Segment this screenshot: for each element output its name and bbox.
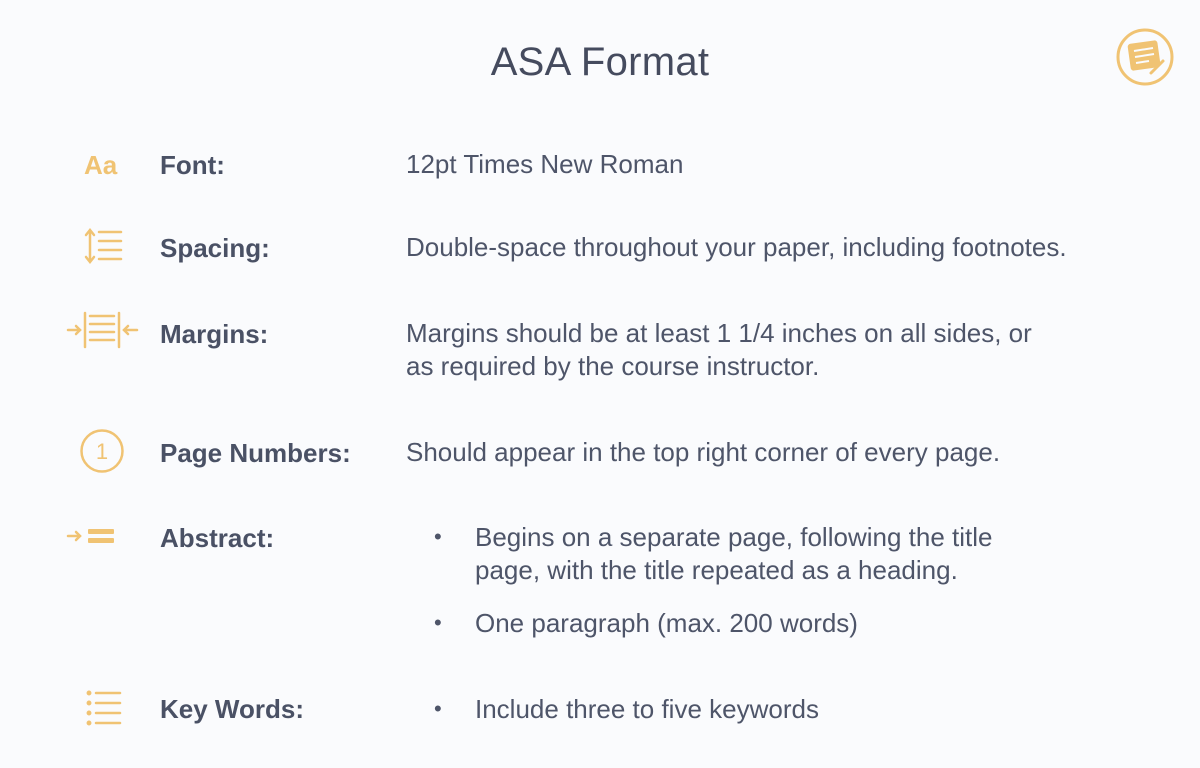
bullet-dot: • [434, 524, 442, 549]
page-numbers-value: Should appear in the top right corner of every page. [406, 437, 1001, 467]
key-words-bullet-1: Include three to five keywords [475, 694, 819, 724]
spacing-value: Double-space throughout your paper, including footnotes. [406, 232, 1067, 262]
page-title: ASA Format [490, 40, 710, 84]
key-words-label: Key Words: [160, 694, 304, 724]
spacing-label: Spacing: [160, 233, 270, 263]
svg-text:1: 1 [95, 439, 109, 464]
abstract-bullet-1-line2: page, with the title repeated as a heading. [475, 555, 958, 585]
margins-value-line1: Margins should be at least 1 1/4 inches on all sides, or [406, 318, 1032, 348]
notepad-pencil-icon [1115, 27, 1175, 87]
abstract-bullet-2: One paragraph (max. 200 words) [475, 608, 858, 638]
line-spacing-icon [84, 226, 124, 266]
page-numbers-label: Page Numbers: [160, 438, 351, 468]
abstract-bullet-1-line1: Begins on a separate page, following the title [475, 522, 993, 552]
abstract-label: Abstract: [160, 523, 275, 553]
font-label: Font: [160, 150, 225, 180]
indent-icon [66, 524, 116, 548]
margins-icon [66, 310, 140, 350]
margins-value-line2: as required by the course instructor. [406, 351, 820, 381]
font-icon: Aa [84, 150, 118, 180]
font-value: 12pt Times New Roman [406, 149, 684, 179]
bullet-dot: • [434, 610, 442, 635]
margins-label: Margins: [160, 319, 269, 349]
bullet-dot: • [434, 696, 442, 721]
list-icon [84, 688, 124, 728]
page-number-icon [79, 428, 125, 474]
